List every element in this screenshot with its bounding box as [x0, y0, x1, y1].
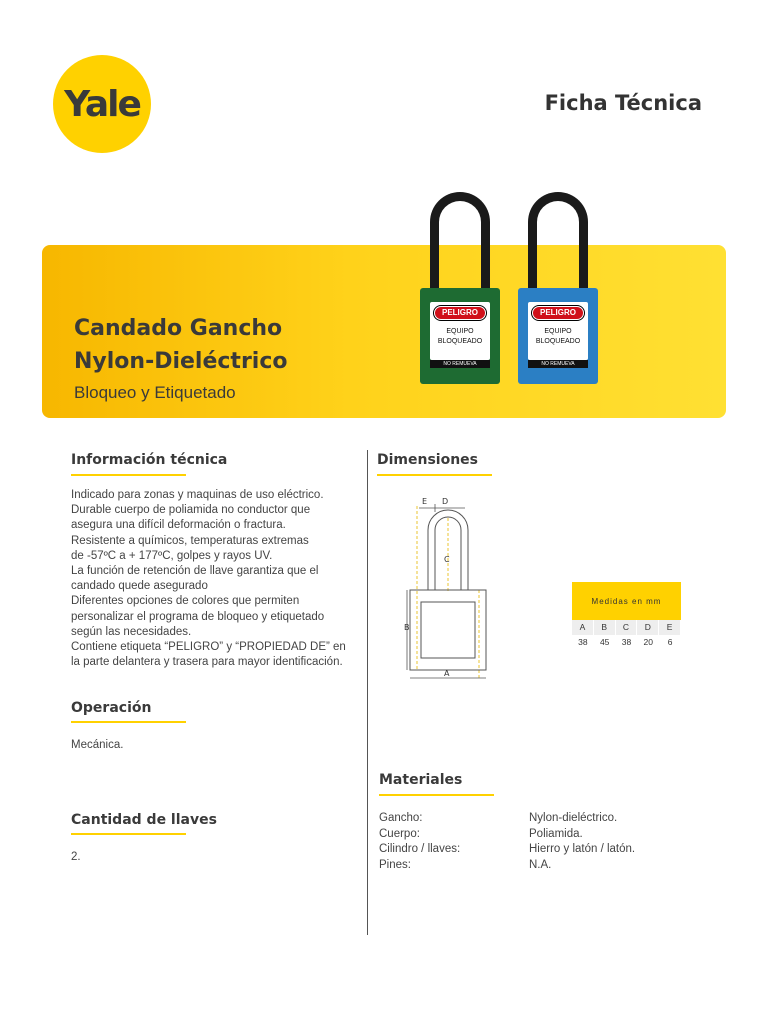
measures-header-cell: B [594, 620, 616, 635]
padlock-green-image [420, 192, 500, 384]
keys-title-underline [71, 833, 186, 835]
material-label: Pines: [379, 858, 411, 871]
padlock-tag-danger: PELIGRO [434, 306, 486, 320]
dimensions-diagram [395, 490, 495, 690]
material-value: Nylon-dieléctrico. [529, 812, 618, 824]
keys-value: 2. [71, 851, 81, 863]
product-title-line2: Nylon-Dieléctrico [74, 349, 288, 374]
material-value: Poliamida. [529, 827, 583, 840]
info-line: asegura una difícil deformación o fractura. [71, 519, 286, 532]
operation-section-title: Operación [71, 700, 152, 716]
info-paragraph [71, 488, 363, 670]
operation-title-underline [71, 721, 186, 723]
material-label: Gancho: [379, 812, 423, 824]
diagram-label-b: B [404, 623, 410, 632]
material-label: Cuerpo: [379, 827, 420, 840]
material-value: N.A. [529, 858, 552, 871]
info-line: La función de retención de llave garantiza que el [71, 565, 319, 578]
padlock-tag-strip: NO REMUEVA [430, 360, 490, 368]
measures-value-cell: 38 [621, 637, 632, 647]
measures-header-cell: A [572, 620, 594, 635]
diagram-label-c: C [444, 555, 450, 564]
measures-value-cell: 20 [643, 637, 654, 647]
diagram-label-a: A [444, 669, 450, 678]
materials-title-underline [379, 794, 494, 796]
materials-labels [379, 811, 460, 873]
product-title-line1: Candado Gancho [74, 316, 283, 341]
info-line: Contiene etiqueta “PELIGRO” y “PROPIEDAD DE” en [71, 641, 346, 654]
yale-logo [53, 55, 151, 153]
dimensions-section-title: Dimensiones [377, 452, 479, 468]
document-type-title: Ficha Técnica [544, 91, 702, 115]
padlock-tag-line1: EQUIPO [544, 328, 572, 335]
product-subtitle: Bloqueo y Etiquetado [74, 383, 236, 402]
measures-caption: Medidas en mm [572, 582, 681, 620]
materials-values [529, 811, 635, 873]
measures-value-cell: 6 [667, 637, 673, 647]
measures-value-cell: 38 [578, 637, 588, 647]
info-line: según las necesidades. [71, 625, 192, 638]
info-line: Diferentes opciones de colores que permiten [71, 595, 300, 608]
diagram-label-e: E [422, 497, 428, 506]
measures-table [572, 582, 681, 650]
padlock-tag-line2: BLOQUEADO [437, 338, 483, 345]
diagram-label-area [421, 602, 475, 658]
info-title-underline [71, 474, 186, 476]
measures-header-cell: C [616, 620, 638, 635]
column-divider [367, 450, 368, 935]
measures-header-cell: D [637, 620, 659, 635]
measures-header-row [572, 620, 681, 635]
padlock-tag-line2: BLOQUEADO [535, 338, 581, 345]
dimensions-title-underline [377, 474, 492, 476]
padlock-tag-line1: EQUIPO [446, 328, 474, 335]
diagram-label-d: D [442, 497, 449, 506]
materials-section-title: Materiales [379, 772, 463, 788]
material-label: Cilindro / llaves: [379, 843, 461, 855]
logo-text: Yale [64, 83, 140, 125]
operation-value: Mecánica. [71, 739, 124, 751]
info-line: personalizar el programa de bloqueo y etiquetado [71, 610, 325, 623]
info-line: la parte delantera y trasera para mayor identificación. [71, 656, 343, 669]
info-line: Durable cuerpo de poliamida no conductor que [71, 504, 311, 517]
info-line: candado quede asegurado [71, 580, 208, 593]
measures-value-cell: 45 [599, 637, 610, 647]
padlock-tag-danger: PELIGRO [532, 306, 584, 320]
measures-header-cell: E [659, 620, 681, 635]
info-line: Resistente a químicos, temperaturas extremas [71, 534, 309, 547]
info-line: de -57ºC a + 177ºC, golpes y rayos UV. [71, 549, 273, 562]
keys-section-title: Cantidad de llaves [71, 812, 217, 828]
measures-value-row [572, 635, 681, 650]
info-line: Indicado para zonas y maquinas de uso eléctrico. [71, 489, 324, 501]
info-section-title: Información técnica [71, 452, 228, 468]
material-value: Hierro y latón / latón. [529, 843, 636, 855]
padlock-tag-strip: NO REMUEVA [528, 360, 588, 368]
padlock-blue-image [518, 192, 598, 384]
